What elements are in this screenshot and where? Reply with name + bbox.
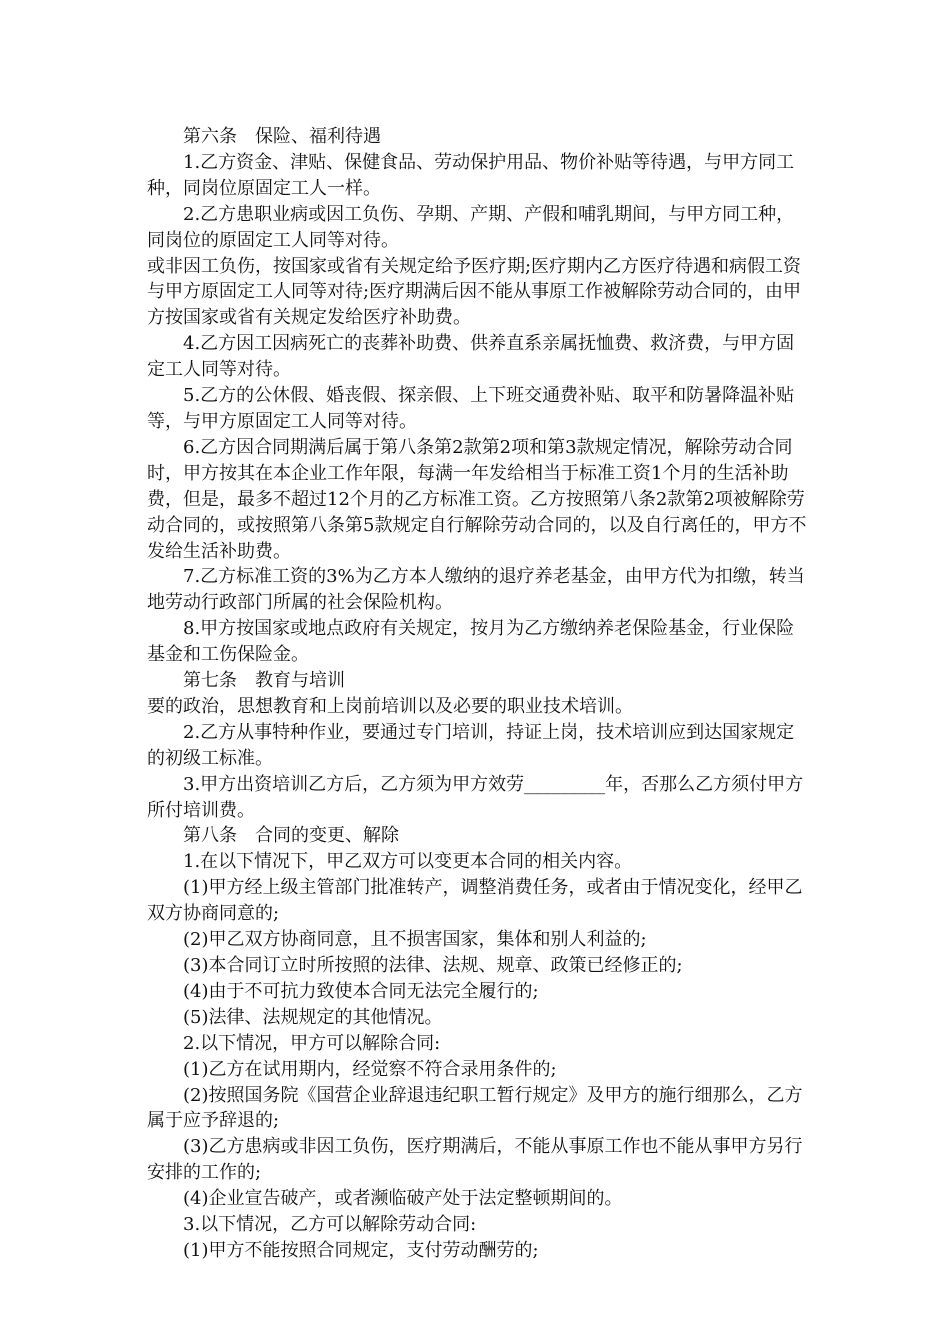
paragraph: (1)甲方不能按照合同规定，支付劳动酬劳的; bbox=[183, 1239, 539, 1261]
paragraph: 3.以下情况，乙方可以解除劳动合同: bbox=[183, 1214, 477, 1236]
paragraph: 3.甲方出资培训乙方后，乙方须为甲方效劳_________年，否那么乙方须付甲方所付培训费。 bbox=[147, 773, 804, 821]
paragraph: 1.乙方资金、津贴、保健食品、劳动保护用品、物价补贴等待遇，与甲方同工种，同岗位原固定工人一样。 bbox=[147, 151, 795, 199]
paragraph: (2)按照国务院《国营企业辞退违纪职工暂行规定》及甲方的施行细那么，乙方属于应予辞退的; bbox=[147, 1084, 803, 1132]
paragraph: (1)乙方在试用期内，经觉察不符合录用条件的; bbox=[183, 1058, 557, 1080]
paragraph: 或非因工负伤，按国家或省有关规定给予医疗期;医疗期内乙方医疗待遇和病假工资与甲方原固定工人同等对待;医疗期满后因不能从事原工作被解除劳动合同的，由甲方按国家或省有关规定发给医疗补助费。 bbox=[147, 255, 802, 329]
section-heading-8: 第八条 合同的变更、解除 bbox=[183, 825, 399, 847]
paragraph: 6.乙方因合同期满后属于第八条第2款第2项和第3款规定情况，解除劳动合同时，甲方按其在本企业工作年限，每满一年发给相当于标准工资1个月的生活补助费，但是，最多不超过12个月的乙方标准工资。乙方按照第八条2款第2项被解除劳动合同的，或按照第八条第5款规定自行解除劳动合同的，以及自行离任的，甲方不发给生活补助费。 bbox=[147, 436, 807, 562]
paragraph: (5)法律、法规规定的其他情况。 bbox=[183, 1006, 443, 1028]
paragraph: 5.乙方的公休假、婚丧假、探亲假、上下班交通费补贴、取平和防暑降温补贴等，与甲方原固定工人同等对待。 bbox=[147, 385, 795, 432]
paragraph: 4.乙方因工因病死亡的丧葬补助费、供养直系亲属抚恤费、救济费，与甲方固定工人同等对待。 bbox=[147, 333, 795, 381]
section-heading-6: 第六条 保险、福利待遇 bbox=[183, 126, 381, 147]
document-body bbox=[147, 124, 807, 1264]
paragraph: 2.乙方从事特种作业，要通过专门培训，持证上岗，技术培训应到达国家规定的初级工标准。 bbox=[147, 721, 795, 769]
paragraph: 2.以下情况，甲方可以解除合同: bbox=[183, 1032, 441, 1054]
paragraph: (1)甲方经上级主管部门批准转产，调整消费任务，或者由于情况变化，经甲乙双方协商同意的; bbox=[147, 877, 803, 925]
paragraph: 要的政治，思想教育和上岗前培训以及必要的职业技术培训。 bbox=[147, 695, 633, 717]
paragraph: 8.甲方按国家或地点政府有关规定，按月为乙方缴纳养老保险基金，行业保险基金和工伤保险金。 bbox=[147, 618, 795, 666]
paragraph: (3)乙方患病或非因工负伤，医疗期满后，不能从事原工作也不能从事甲方另行安排的工作的; bbox=[147, 1136, 803, 1184]
paragraph: 2.乙方患职业病或因工负伤、孕期、产期、产假和哺乳期间，与甲方同工种，同岗位的原固定工人同等对待。 bbox=[147, 203, 795, 251]
paragraph: (4)企业宣告破产，或者濒临破产处于法定整顿期间的。 bbox=[183, 1188, 623, 1210]
paragraph: (2)甲乙双方协商同意，且不损害国家，集体和别人利益的; bbox=[183, 929, 647, 951]
paragraph: (4)由于不可抗力致使本合同无法完全履行的; bbox=[183, 980, 539, 1002]
paragraph: (3)本合同订立时所按照的法律、法规、规章、政策已经修正的; bbox=[183, 955, 683, 976]
section-heading-7: 第七条 教育与培训 bbox=[183, 670, 345, 692]
paragraph: 1.在以下情况下，甲乙双方可以变更本合同的相关内容。 bbox=[183, 851, 633, 873]
paragraph: 7.乙方标准工资的3%为乙方本人缴纳的退疗养老基金，由甲方代为扣缴，转当地劳动行政部门所属的社会保险机构。 bbox=[147, 566, 805, 614]
